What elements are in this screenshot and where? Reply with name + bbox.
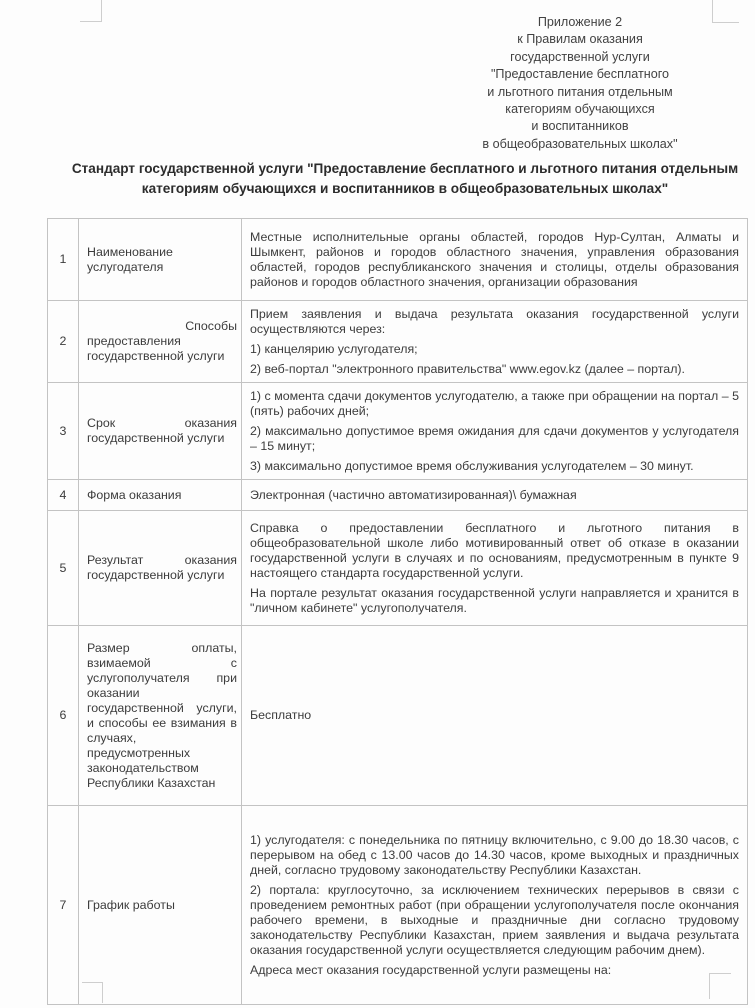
row-value-paragraph: Электронная (частично автоматизированная)\ бумажная — [250, 487, 577, 502]
row-value-paragraph: 2) максимально допустимое время ожидания для сдачи документов у услугодателя – 15 минут; — [250, 423, 739, 453]
table-row — [48, 301, 748, 383]
service-standard-table — [47, 218, 748, 1005]
appendix-line: и воспитанников — [531, 119, 629, 134]
row-number: 2 — [48, 301, 79, 383]
row-value-paragraph: 2) веб-портал "электронного правительства" www.egov.kz (далее – портал). — [250, 361, 685, 376]
row-value — [242, 480, 748, 511]
table-row — [48, 383, 748, 480]
row-number: 6 — [48, 626, 79, 806]
appendix-line: "Предоставление бесплатного — [490, 67, 670, 82]
appendix-line: и льготного питания отдельным — [487, 84, 673, 99]
row-number: 1 — [48, 219, 79, 301]
row-value-paragraph: Справка о предоставлении бесплатного и льготного питания в общеобразовательной школе либо мотивированный ответ об отказе в оказании государственной услуги в случаях и по основаниям, предусмотренным в пункте 9 настоящего стандарта государственной услуги. — [250, 520, 739, 580]
appendix-line: государственной услуги — [510, 49, 650, 64]
row-value-paragraph: 1) с момента сдачи документов услугодателю, а также при обращении на портал – 5 (пять) рабочих дней; — [250, 388, 739, 418]
row-value-paragraph: Местные исполнительные органы областей, городов Нур-Султан, Алматы и Шымкент, районов и городов областного значения, управления образования областей, городов республиканского значения и столицы, отделы образования районов и городов областного значения, организации образования — [250, 229, 739, 289]
page-title: Стандарт государственной услуги "Предоставление бесплатного и льготного питания отдельным категориям обучающихся и воспитанников в общеобразовательных школах" — [71, 161, 739, 196]
row-value — [242, 301, 748, 383]
row-value-paragraph: 2) портала: круглосуточно, за исключением технических перерывов в связи с проведением ремонтных работ (при обращении услугополучателя после окончания рабочего времени, в выходные и праздничные дни согласно трудовому законодательству Республики Казахстан, прием заявления и выдача результата оказания государственной услуги осуществляется следующим рабочим днем). — [250, 882, 739, 957]
row-value-paragraph: 1) канцелярию услугодателя; — [250, 341, 418, 356]
row-label: График работы — [79, 806, 242, 1005]
appendix-line: к Правилам оказания — [517, 32, 643, 47]
appendix-line: категориям обучающихся — [505, 102, 655, 117]
table-row — [48, 219, 748, 301]
row-value — [242, 806, 748, 1005]
row-value-paragraph: Прием заявления и выдача результата оказания государственной услуги осуществляются через: — [250, 306, 739, 336]
row-number: 5 — [48, 511, 79, 626]
row-value-paragraph: Бесплатно — [250, 708, 312, 722]
row-value-paragraph: 3) максимально допустимое время обслуживания услугодателем – 30 минут. — [250, 458, 694, 473]
table-row — [48, 626, 748, 806]
row-value-paragraph: 1) услугодателя: с понедельника по пятницу включительно, с 9.00 до 18.30 часов, с перерывом на обед с 13.00 часов до 14.30 часов, кроме выходных и праздничных дней, согласно трудовому законодательству Республики Казахстан. — [250, 832, 739, 877]
crop-mark-top-left-icon — [80, 0, 102, 22]
row-value — [242, 511, 748, 626]
row-value — [242, 626, 748, 806]
appendix-line: в общеобразовательных школах" — [482, 136, 678, 151]
row-label: Способы предоставления государственной услуги — [79, 301, 242, 383]
row-number: 4 — [48, 480, 79, 511]
appendix-line: Приложение 2 — [537, 15, 623, 29]
row-value-paragraph: Адреса мест оказания государственной услуги размещены на: — [250, 962, 612, 977]
row-value — [242, 219, 748, 301]
table-row — [48, 806, 748, 1005]
row-value — [242, 383, 748, 480]
row-value-paragraph: На портале результат оказания государственной услуги направляется и хранится в "личном кабинете" услугополучателя. — [250, 585, 739, 615]
row-number: 3 — [48, 383, 79, 480]
appendix-note — [380, 14, 755, 153]
row-label: Размер оплаты, взимаемой с услугополучателя при оказании государственной услуги, и способы ее взимания в случаях, предусмотренных законодательством Республики Казахстан — [79, 626, 242, 806]
table-row — [48, 480, 748, 511]
row-label: Форма оказания — [79, 480, 242, 511]
table-row — [48, 511, 748, 626]
row-label: Наименование услугодателя — [79, 219, 242, 301]
row-number: 7 — [48, 806, 79, 1005]
row-label: Результат оказания государственной услуги — [79, 511, 242, 626]
row-label: Срок оказания государственной услуги — [79, 383, 242, 480]
